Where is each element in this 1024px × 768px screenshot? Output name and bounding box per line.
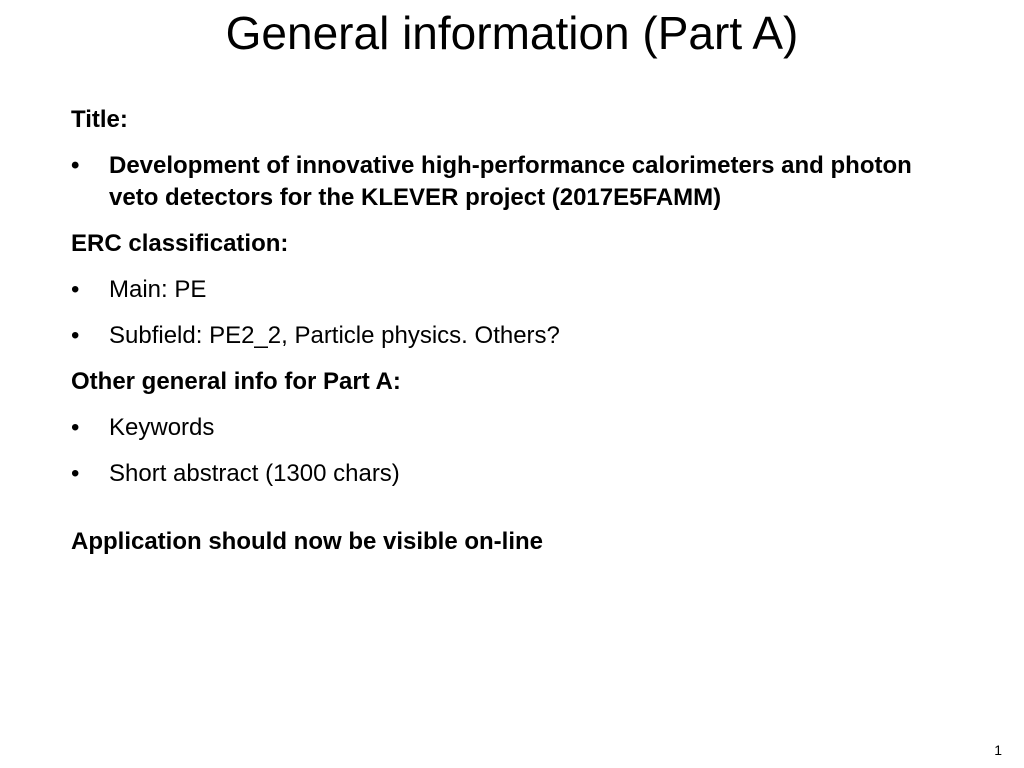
erc-list bbox=[71, 274, 931, 352]
project-title-text: Development of innovative high-performance calorimeters and photon veto detectors for the KLEVER project (2017E5FAMM) bbox=[109, 152, 912, 211]
erc-main-item bbox=[71, 274, 931, 306]
keywords-item bbox=[71, 412, 931, 444]
bullet-icon: • bbox=[71, 322, 80, 349]
other-info-heading: Other general info for Part A: bbox=[71, 368, 401, 395]
erc-main-text: Main: PE bbox=[109, 276, 207, 303]
slide-content bbox=[71, 98, 931, 582]
abstract-text: Short abstract (1300 chars) bbox=[109, 460, 400, 487]
closing-note: Application should now be visible on-line bbox=[71, 528, 544, 555]
other-info-list bbox=[71, 412, 931, 490]
erc-subfield-text: Subfield: PE2_2, Particle physics. Others? bbox=[109, 322, 560, 349]
keywords-text: Keywords bbox=[109, 414, 215, 441]
bullet-icon: • bbox=[71, 276, 80, 303]
erc-heading: ERC classification: bbox=[71, 230, 289, 257]
bullet-icon: • bbox=[71, 152, 80, 179]
erc-subfield-item bbox=[71, 320, 931, 352]
title-heading: Title: bbox=[71, 106, 128, 133]
abstract-item bbox=[71, 458, 931, 490]
title-list bbox=[71, 150, 931, 214]
slide-title: General information (Part A) bbox=[225, 7, 799, 59]
project-title-item bbox=[71, 150, 931, 214]
page-number: 1 bbox=[994, 742, 1002, 758]
bullet-icon: • bbox=[71, 414, 80, 441]
bullet-icon: • bbox=[71, 460, 80, 487]
